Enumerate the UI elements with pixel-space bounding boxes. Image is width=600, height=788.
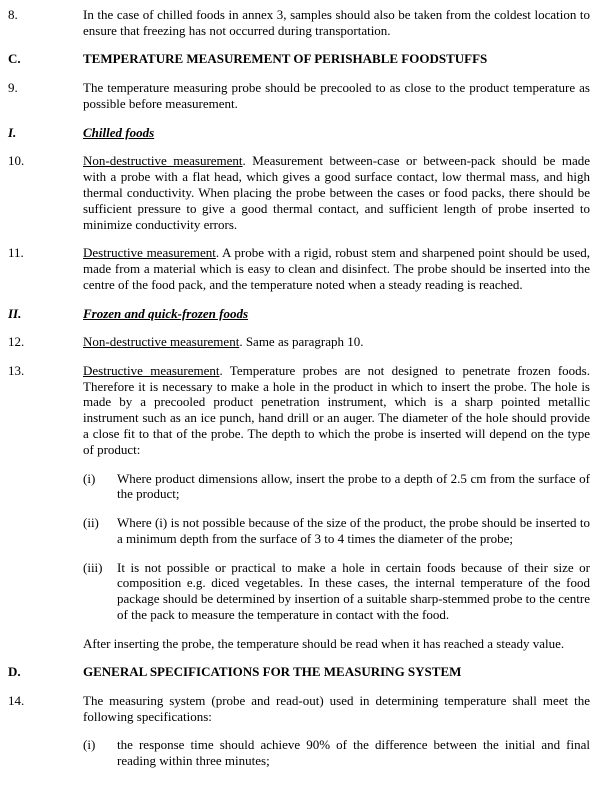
section-letter: C. — [8, 51, 21, 67]
list-text: the response time should achieve 90% of the difference between the initial and final reading within three minutes; — [117, 737, 590, 769]
paragraph-12 — [8, 334, 590, 350]
subsection-ii-heading — [8, 306, 590, 322]
section-c-heading — [8, 51, 590, 67]
paragraph-9 — [8, 80, 590, 112]
section-letter: D. — [8, 664, 21, 680]
paragraph-number: 12. — [8, 334, 25, 350]
paragraph-14 — [8, 693, 590, 725]
section-title: TEMPERATURE MEASUREMENT OF PERISHABLE FOODSTUFFS — [83, 51, 488, 67]
section-d-heading — [8, 664, 590, 680]
list-label: (iii) — [83, 559, 103, 575]
list-text: Where product dimensions allow, insert the probe to a depth of 2.5 cm from the surface of the product; — [117, 470, 590, 502]
list-text: It is not possible or practical to make a hole in certain foods because of their size or composition e.g. diced vegetables. In these cases, the internal temperature of the food package should be determined by insertion of a suitable sharp-stemmed probe to the centre of the pack to measure the temperature in contact with the food. — [117, 559, 590, 622]
paragraph-11 — [8, 245, 590, 292]
paragraph-text: The measuring system (probe and read-out) used in determining temperature shall meet the following specifications: — [83, 692, 590, 724]
paragraph-number: 10. — [8, 153, 25, 169]
paragraph-lead: Destructive measurement — [83, 362, 220, 378]
paragraph-text: The temperature measuring probe should be precooled to as close to the product temperature as possible before measurement. — [83, 80, 590, 111]
list-item-i — [83, 471, 590, 503]
list-text: Where (i) is not possible because of the size of the product, the probe should be inserted to a minimum depth from the surface of 3 to 4 times the diameter of the probe; — [117, 515, 590, 546]
paragraph-number: 13. — [8, 362, 25, 378]
subsection-i-heading — [8, 125, 590, 141]
paragraph-lead: Destructive measurement — [83, 245, 216, 261]
paragraph-text: . Same as paragraph 10. — [239, 334, 364, 350]
subsection-number: I. — [8, 124, 17, 140]
paragraph-text: In the case of chilled foods in annex 3, samples should also be taken from the coldest location to ensure that freezing has not occurred during transportation. — [83, 7, 590, 38]
paragraph-lead: Non-destructive measurement — [83, 153, 243, 169]
paragraph-13-closing: After inserting the probe, the temperature should be read when it has reached a steady value. — [83, 635, 565, 651]
subsection-title: Frozen and quick-frozen foods — [83, 305, 249, 321]
paragraph-number: 9. — [8, 80, 18, 96]
section-title: GENERAL SPECIFICATIONS FOR THE MEASURING SYSTEM — [83, 664, 462, 680]
subsection-title: Chilled foods — [83, 124, 155, 140]
paragraph-text: . A probe with a rigid, robust stem and sharpened point should be used, made from a material which is easy to clean and disinfect. The probe should be inserted into the centre of the food pack, and the temperature noted when a steady reading is reached. — [83, 245, 590, 292]
list-item-iii — [83, 560, 590, 623]
paragraph-10 — [8, 153, 590, 232]
list-label: (i) — [83, 470, 96, 486]
subsection-number: II. — [8, 305, 22, 321]
list-item-ii — [83, 515, 590, 547]
list-label: (i) — [83, 737, 96, 753]
paragraph-text: . Measurement between-case or between-pack should be made with a probe with a flat head, which gives a good surface contact, low thermal mass, and high thermal conductivity. When placing the probe between the cases or food packs, there should be sufficient pressure to give a good thermal contact, and sufficient length of probe inserted to minimize conductivity errors. — [83, 153, 590, 232]
list-label: (ii) — [83, 515, 99, 531]
paragraph-number: 14. — [8, 692, 25, 708]
paragraph-lead: Non-destructive measurement — [83, 334, 240, 350]
list-item-14-i — [83, 737, 590, 769]
paragraph-13 — [8, 363, 590, 458]
paragraph-8 — [8, 7, 590, 39]
paragraph-number: 11. — [8, 245, 24, 261]
paragraph-text: . Temperature probes are not designed to penetrate frozen foods. Therefore it is necessary to make a hole in the product in which to insert the probe. The hole is made by a precooled product penetration instrument, which is a sharp pointed metallic instrument such as an ice punch, hand drill or an auger. The diameter of the hole should provide a close fit to that of the probe. The depth to which the probe is inserted will depend on the type of product: — [83, 362, 590, 457]
paragraph-number: 8. — [8, 7, 18, 22]
